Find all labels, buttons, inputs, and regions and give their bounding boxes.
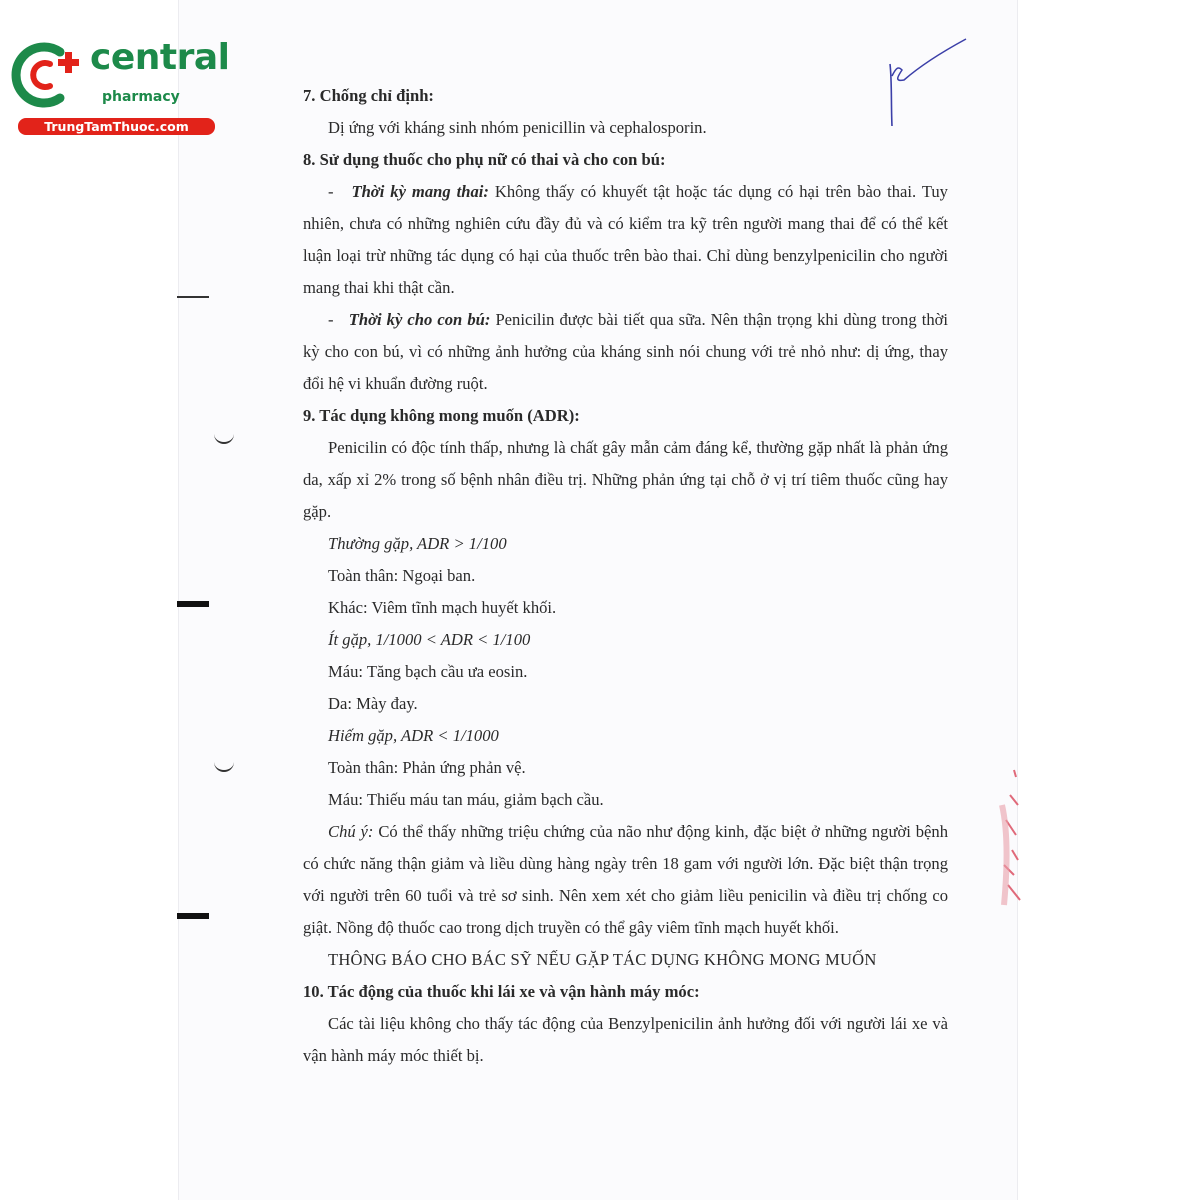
list-item: Máu: Tăng bạch cầu ưa eosin. [328, 662, 528, 681]
brand-subtitle: pharmacy [102, 89, 180, 105]
paragraph [303, 816, 948, 944]
list-item: Da: Mày đay. [328, 694, 418, 713]
stamp-edge-mark [992, 765, 1022, 915]
paragraph: - Thời kỳ cho con bú: Penicilin được bài tiết qua sữa. Nên thận trọng khi dùng trong thời kỳ cho con bú, vì có những ảnh hưởng của kháng sinh nói chung với trẻ nhỏ như: dị ứng, thay đổi hệ vi khuẩn đường ruột. [303, 310, 948, 393]
brand-name: central [90, 37, 230, 78]
frequency-label: Ít gặp, 1/1000 < ADR < 1/100 [328, 630, 531, 649]
frequency-label: Thường gặp, ADR > 1/100 [328, 534, 507, 553]
list-item: Khác: Viêm tĩnh mạch huyết khối. [328, 598, 557, 617]
list-item: Toàn thân: Phản ứng phản vệ. [328, 758, 526, 777]
pharmacy-cross-icon [10, 38, 88, 112]
brand-url: TrungTamThuoc.com [18, 118, 215, 135]
paragraph-text: Penicilin được bài tiết qua sữa. Nên thận trọng khi dùng trong thời kỳ cho con bú, vì có những ảnh hưởng của kháng sinh nói chung với trẻ nhỏ như: dị ứng, thay đổi hệ vi khuẩn đường ruột. [303, 310, 948, 393]
subheading: Thời kỳ cho con bú: [348, 310, 491, 329]
paragraph: Penicilin có độc tính thấp, nhưng là chất gây mẫn cảm đáng kể, thường gặp nhất là phản ứng da, xấp xỉ 2% trong số bệnh nhân điều trị. Những phản ứng tại chỗ ở vị trí tiêm thuốc cũng hay gặp. [303, 438, 948, 521]
section-heading: 7. Chống chỉ định: [303, 86, 434, 105]
subheading: Thời kỳ mang thai: [351, 182, 489, 201]
paragraph-text: Có thể thấy những triệu chứng của não như động kinh, đặc biệt ở những người bệnh có chức năng thận giảm và liều dùng hàng ngày trên 18 gam với người lớn. Đặc biệt thận trọng với người trên 60 tuổi và trẻ sơ sinh. Nên xem xét cho giảm liều penicilin và điều trị chống co giật. Nồng độ thuốc cao trong dịch truyền có thể gây viêm tĩnh mạch huyết khối. [303, 822, 948, 937]
binder-mark [177, 913, 209, 919]
binder-mark [177, 296, 209, 298]
section-heading: 8. Sử dụng thuốc cho phụ nữ có thai và cho con bú: [303, 150, 666, 169]
paragraph-text: Không thấy có khuyết tật hoặc tác dụng có hại trên bào thai. Tuy nhiên, chưa có những nghiên cứu đầy đủ và có kiểm tra kỹ trên người mang thai để có thể kết luận loại trừ những tác dụng có hại của thuốc trên bào thai. Chỉ dùng benzylpenicilin cho người mang thai khi thật cần. [303, 182, 948, 297]
note-label: Chú ý: [328, 822, 374, 841]
section-heading: 10. Tác động của thuốc khi lái xe và vận hành máy móc: [303, 982, 700, 1001]
brand-logo [10, 37, 230, 136]
binder-mark [177, 601, 209, 607]
paragraph: - Thời kỳ mang thai: Không thấy có khuyết tật hoặc tác dụng có hại trên bào thai. Tuy nhiên, chưa có những nghiên cứu đầy đủ và có kiểm tra kỹ trên người mang thai để có thể kết luận loại trừ những tác dụng có hại của thuốc trên bào thai. Chỉ dùng benzylpenicilin cho người mang thai khi thật cần. [303, 182, 948, 297]
section-heading: 9. Tác dụng không mong muốn (ADR): [303, 406, 580, 425]
list-item: Máu: Thiếu máu tan máu, giảm bạch cầu. [328, 790, 604, 809]
list-item: Toàn thân: Ngoại ban. [328, 566, 476, 585]
paragraph: Dị ứng với kháng sinh nhóm penicillin và cephalosporin. [328, 118, 707, 137]
paragraph: Các tài liệu không cho thấy tác động của Benzylpenicilin ảnh hưởng đối với người lái xe và vận hành máy móc thiết bị. [303, 1014, 948, 1065]
frequency-label: Hiếm gặp, ADR < 1/1000 [328, 726, 499, 745]
notice-text: THÔNG BÁO CHO BÁC SỸ NẾU GẶP TÁC DỤNG KHÔNG MONG MUỐN [328, 950, 877, 969]
document-body [303, 80, 948, 1072]
